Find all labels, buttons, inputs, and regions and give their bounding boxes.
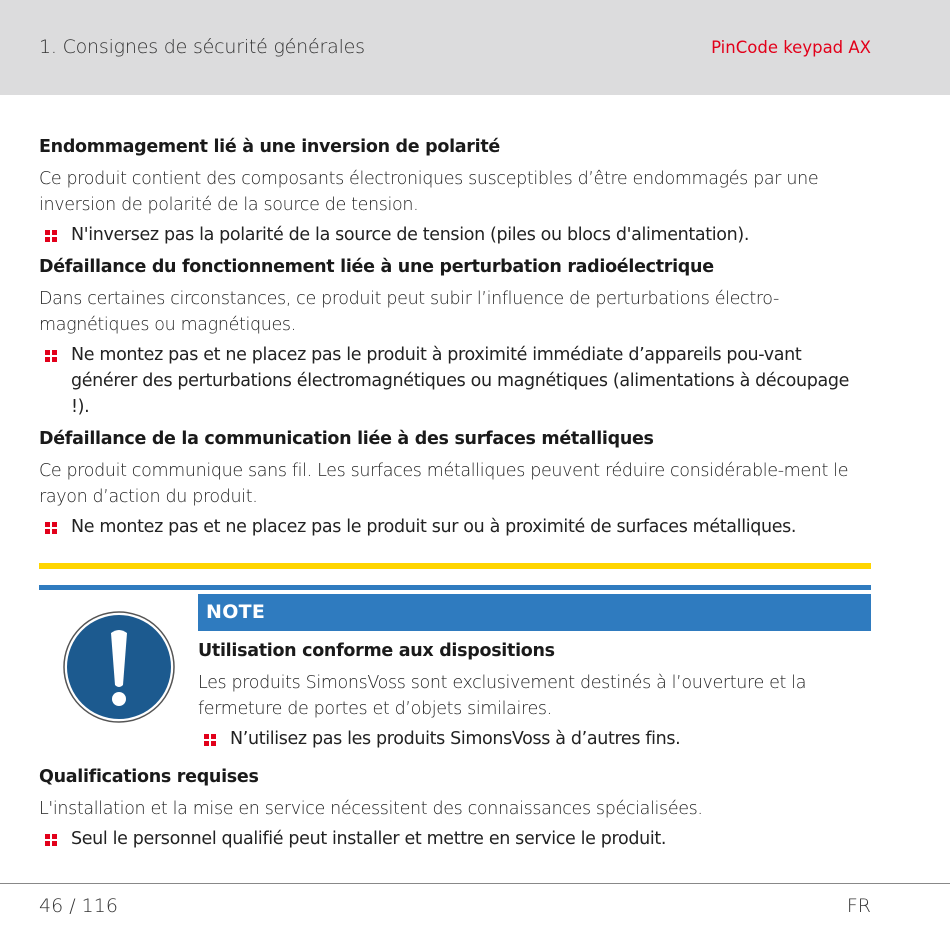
bullet-text: Ne montez pas et ne placez pas le produit sur ou à proximité de surfaces métalliques. xyxy=(71,517,797,537)
note-label: NOTE xyxy=(198,594,871,631)
note-body xyxy=(198,638,871,758)
language-code: FR xyxy=(846,895,871,917)
section-interference xyxy=(39,254,871,420)
section-heading: Qualifications requises xyxy=(39,767,259,787)
bullet-icon xyxy=(45,834,57,846)
page-number: 46 / 116 xyxy=(39,895,118,917)
bullet-item xyxy=(39,826,871,852)
bullet-text: Ne montez pas et ne placez pas le produit à proximité immédiate d’appareils pou-vant générer des perturbations électromagnétiques ou magnétiques (alimentations à découpage !). xyxy=(71,345,850,417)
bullet-item xyxy=(39,222,871,248)
footer-divider xyxy=(0,883,950,884)
section-text: L'installation et la mise en service nécessitent des connaissances spécialisées. xyxy=(39,799,703,819)
safety-content xyxy=(39,134,871,546)
note-heading: Utilisation conforme aux dispositions xyxy=(198,641,555,661)
divider-yellow xyxy=(39,563,871,569)
note-top-rule xyxy=(39,585,871,590)
bullet-icon xyxy=(45,522,57,534)
section-text: Ce produit communique sans fil. Les surfaces métalliques peuvent réduire considérable-ment le rayon d’action du produit. xyxy=(39,461,849,507)
section-title: 1. Consignes de sécurité générales xyxy=(39,36,365,58)
section-heading: Défaillance de la communication liée à des surfaces métalliques xyxy=(39,429,654,449)
section-heading: Endommagement lié à une inversion de polarité xyxy=(39,137,500,157)
note-text: Les produits SimonsVoss sont exclusivement destinés à l’ouverture et la fermeture de portes et d’objets similaires. xyxy=(198,673,807,719)
section-heading: Défaillance du fonctionnement liée à une perturbation radioélectrique xyxy=(39,257,714,277)
section-text: Dans certaines circonstances, ce produit peut subir l’influence de perturbations électro-magnétiques ou magnétiques. xyxy=(39,289,779,335)
bullet-text: Seul le personnel qualifié peut installer et mettre en service le produit. xyxy=(71,829,667,849)
section-qualifications xyxy=(39,764,871,858)
product-name: PinCode keypad AX xyxy=(711,38,871,57)
section-text: Ce produit contient des composants électroniques susceptibles d’être endommagés par une inversion de polarité de la source de tension. xyxy=(39,169,819,215)
bullet-icon xyxy=(204,734,216,746)
section-metal-surfaces xyxy=(39,426,871,540)
bullet-icon xyxy=(45,230,57,242)
bullet-text: N’utilisez pas les produits SimonsVoss à d’autres fins. xyxy=(230,729,681,749)
section-polarity xyxy=(39,134,871,248)
bullet-icon xyxy=(45,350,57,362)
bullet-item xyxy=(39,514,871,540)
bullet-item xyxy=(39,342,871,420)
bullet-text: N'inversez pas la polarité de la source de tension (piles ou blocs d'alimentation). xyxy=(71,225,750,245)
bullet-item xyxy=(198,726,871,752)
exclamation-icon xyxy=(63,611,175,723)
page-header xyxy=(0,0,950,95)
